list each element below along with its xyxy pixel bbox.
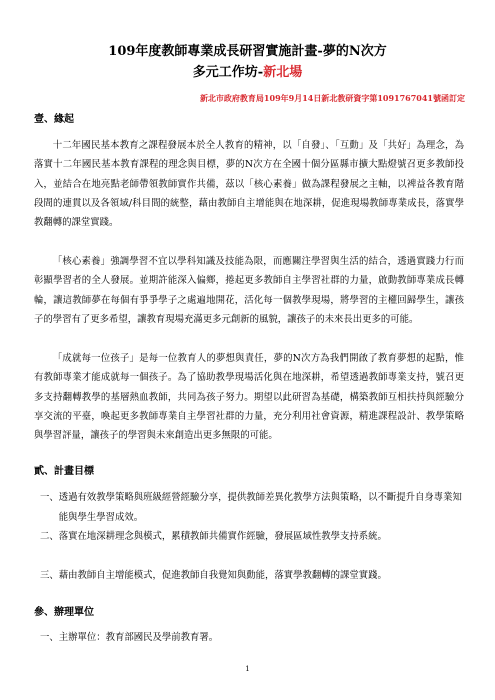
goal-number: 二、 [40, 531, 59, 542]
subtitle-location: 新北場 [263, 65, 303, 80]
origin-paragraph-2: 「核心素養」強調學習不宜以學科知識及技能為限，而應關注學習與生活的結合，透過實踐力行而彰顯學習者的全人發展。並期許能深入偏鄉，捲起更多教師自主學習社群的力量，啟動教師專業成長轉輪，讓這教師夢在每個有爭爭學子之處遍地開花，活化每一個教學現場，將學習的主權回歸學生，讓孩子的學習有了更多希望，讓教育現場充滿更多元創新的風貌，讓孩子的未來長出更多的可能。 [34, 256, 464, 325]
subtitle-main: 多元工作坊- [192, 65, 264, 80]
section-heading-origin: 壹、緣起 [34, 114, 74, 125]
goal-item-1 [40, 488, 464, 527]
document-subtitle [0, 65, 495, 81]
organizer-item-1 [40, 628, 464, 648]
decree-reference: 新北市政府教育局109年9月14日新北教研資字第1091767041號函訂定 [199, 93, 465, 103]
section-heading-organizers: 參、辦理單位 [34, 607, 94, 618]
goal-text: 落實在地深耕理念與模式，累積教師共備實作經驗，發展區域性教學支持系統。 [58, 531, 387, 542]
origin-paragraph-3: 「成就每一位孩子」是每一位教育人的夢想與責任，夢的N次方為我們開啟了教育夢想的起點，惟有教師專業才能成就每一個孩子。為了協助教學現場活化與在地深耕，希望透過教師專業支持，號召更多支持翻轉教學的基層熱血教師，共同為孩子努力。期望以此研習為基礎，構築教師互相扶持與經驗分享交流的平臺，喚起更多教師專業自主學習社群的力量，充分利用社會資源，精進課程設計、教學策略與學習評量，讓孩子的學習與未來創造出更多無限的可能。 [34, 353, 464, 442]
page-number: 1 [245, 665, 250, 673]
goal-text: 藉由教師自主增能模式，促進教師自我覺知與動能，落實學教翻轉的課堂實踐。 [58, 570, 387, 581]
goal-item-2 [40, 527, 464, 547]
goal-number: 一、 [40, 492, 59, 503]
goal-item-3 [40, 566, 464, 586]
goal-text: 透過有效教學策略與班級經營經驗分享，提供教師差異化教學方法與策略，以不斷提升自身專業知能與學生學習成效。 [58, 492, 462, 523]
goal-number: 三、 [40, 570, 59, 581]
section-heading-goals: 貳、計畫目標 [34, 466, 94, 477]
document-title: 109年度教師專業成長研習實施計畫-夢的N次方 [108, 44, 387, 59]
organizer-number: 一、 [40, 632, 59, 643]
organizer-text: 主辦單位：教育部國民及學前教育署。 [58, 632, 219, 643]
origin-paragraph-1: 十二年國民基本教育之課程發展本於全人教育的精神，以「自發」、「互動」及「共好」為理念，為落實十二年國民基本教育課程的理念與目標，夢的N次方在全國十個分區縣市擴大點燈號召更多教師投入，並結合在地亮點老師帶領教師實作共備，茲以「核心素養」做為課程發展之主軸，以裨益各教育階段間的連貫以及各領域/科目間的統整，藉由教師自主增能與在地深耕，促進現場教師專業成長，落實學教翻轉的課堂實踐。 [34, 140, 464, 229]
